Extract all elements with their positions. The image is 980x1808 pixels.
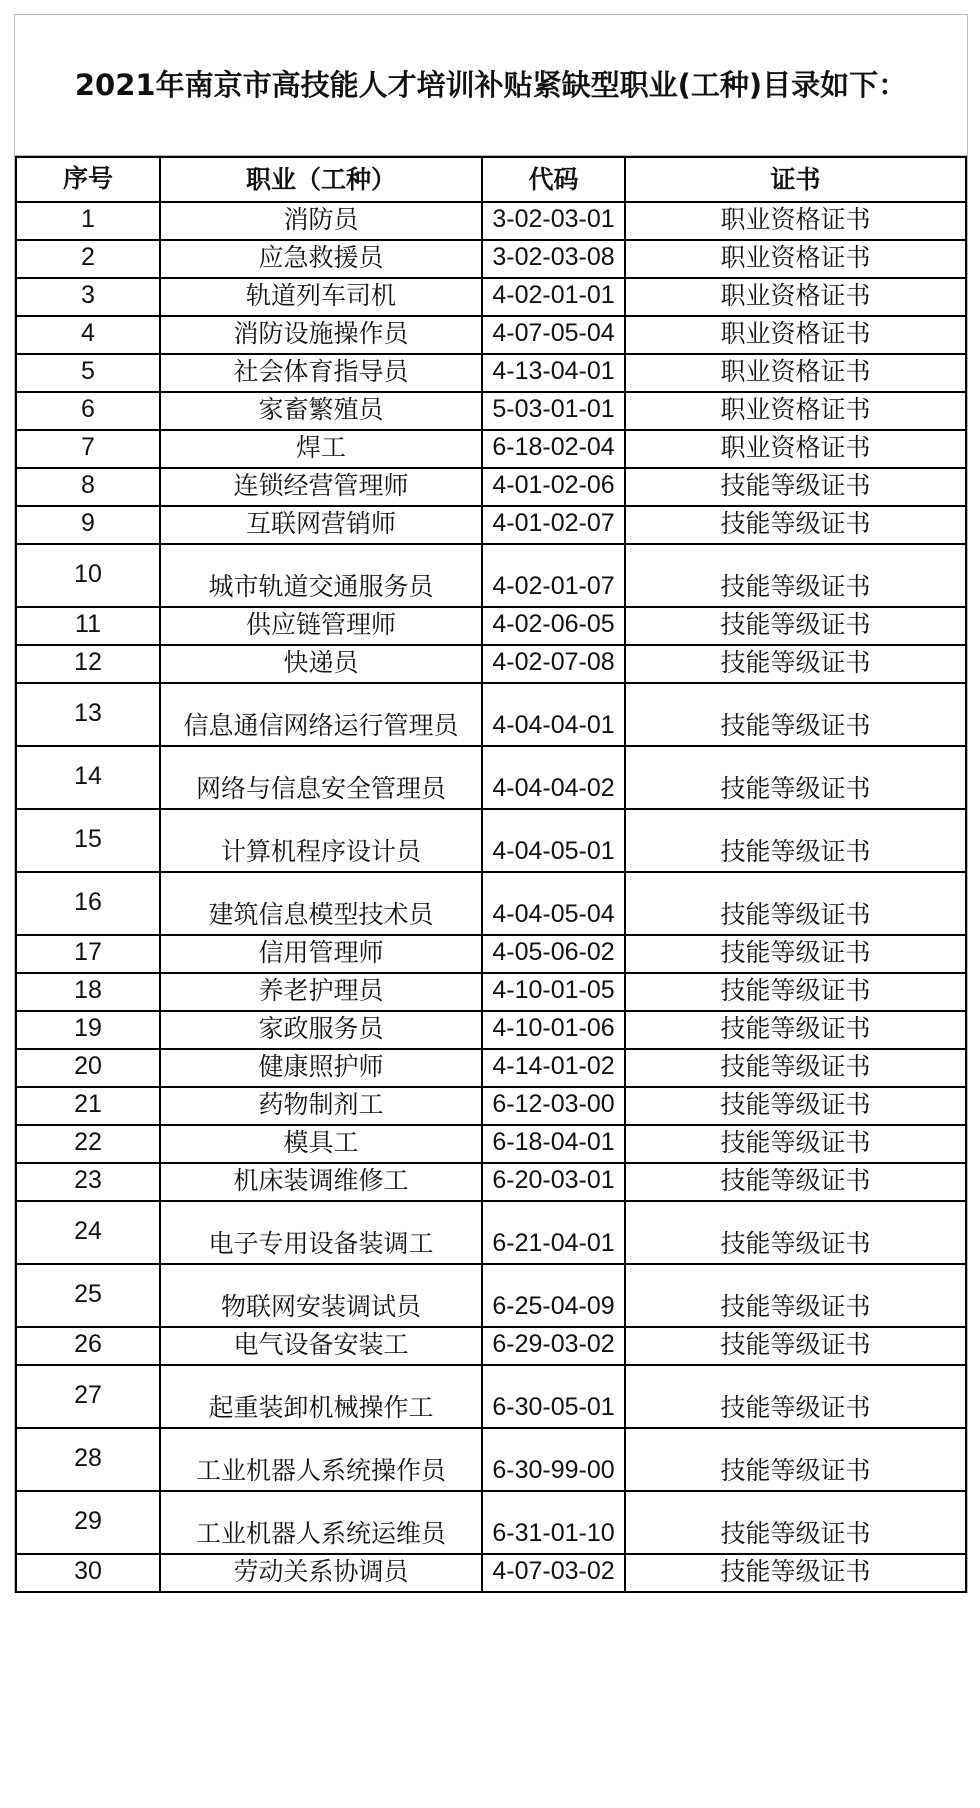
row-number: 21 <box>17 1088 161 1124</box>
row-code: 4-04-04-01 <box>483 684 626 745</box>
row-occupation: 物联网安装调试员 <box>161 1265 483 1326</box>
row-occupation: 消防设施操作员 <box>161 317 483 353</box>
row-occupation: 健康照护师 <box>161 1050 483 1086</box>
row-occupation: 互联网营销师 <box>161 507 483 543</box>
table-row <box>17 507 967 545</box>
table-row <box>17 974 967 1012</box>
row-certificate: 职业资格证书 <box>626 431 967 467</box>
table-row <box>17 393 967 431</box>
table-row <box>17 1555 967 1593</box>
row-number: 10 <box>17 545 161 606</box>
row-occupation: 家政服务员 <box>161 1012 483 1048</box>
row-code: 6-29-03-02 <box>483 1328 626 1364</box>
table-row <box>17 1265 967 1328</box>
table-row <box>17 545 967 608</box>
row-occupation: 城市轨道交通服务员 <box>161 545 483 606</box>
table-row <box>17 203 967 241</box>
row-occupation: 养老护理员 <box>161 974 483 1010</box>
table-row <box>17 241 967 279</box>
row-number: 30 <box>17 1555 161 1591</box>
row-occupation: 供应链管理师 <box>161 608 483 644</box>
row-code: 4-01-02-06 <box>483 469 626 505</box>
row-certificate: 技能等级证书 <box>626 684 967 745</box>
row-code: 4-07-03-02 <box>483 1555 626 1591</box>
row-occupation: 电子专用设备装调工 <box>161 1202 483 1263</box>
table-row <box>17 873 967 936</box>
row-occupation: 工业机器人系统运维员 <box>161 1492 483 1553</box>
row-code: 4-10-01-06 <box>483 1012 626 1048</box>
row-code: 4-04-05-01 <box>483 810 626 871</box>
row-certificate: 职业资格证书 <box>626 203 967 239</box>
row-number: 29 <box>17 1492 161 1553</box>
row-certificate: 技能等级证书 <box>626 936 967 972</box>
row-number: 28 <box>17 1429 161 1490</box>
row-number: 5 <box>17 355 161 391</box>
row-certificate: 技能等级证书 <box>626 469 967 505</box>
row-number: 20 <box>17 1050 161 1086</box>
row-code: 6-12-03-00 <box>483 1088 626 1124</box>
row-certificate: 技能等级证书 <box>626 1012 967 1048</box>
row-occupation: 连锁经营管理师 <box>161 469 483 505</box>
row-number: 15 <box>17 810 161 871</box>
row-number: 18 <box>17 974 161 1010</box>
row-code: 6-21-04-01 <box>483 1202 626 1263</box>
row-number: 22 <box>17 1126 161 1162</box>
row-occupation: 机床装调维修工 <box>161 1164 483 1200</box>
table-row <box>17 1012 967 1050</box>
row-occupation: 模具工 <box>161 1126 483 1162</box>
occupation-table <box>15 156 967 1593</box>
row-code: 4-14-01-02 <box>483 1050 626 1086</box>
row-certificate: 技能等级证书 <box>626 810 967 871</box>
table-row <box>17 646 967 684</box>
table-row <box>17 608 967 646</box>
row-certificate: 技能等级证书 <box>626 507 967 543</box>
row-number: 26 <box>17 1328 161 1364</box>
row-occupation: 快递员 <box>161 646 483 682</box>
row-certificate: 技能等级证书 <box>626 1555 967 1591</box>
row-number: 14 <box>17 747 161 808</box>
spreadsheet <box>14 14 968 1593</box>
row-number: 7 <box>17 431 161 467</box>
table-row <box>17 1050 967 1088</box>
row-certificate: 技能等级证书 <box>626 1126 967 1162</box>
table-row <box>17 355 967 393</box>
header-number: 序号 <box>17 158 161 201</box>
row-number: 1 <box>17 203 161 239</box>
row-certificate: 技能等级证书 <box>626 1328 967 1364</box>
row-occupation: 焊工 <box>161 431 483 467</box>
row-number: 3 <box>17 279 161 315</box>
row-code: 6-18-04-01 <box>483 1126 626 1162</box>
row-certificate: 职业资格证书 <box>626 317 967 353</box>
row-certificate: 职业资格证书 <box>626 393 967 429</box>
row-code: 3-02-03-08 <box>483 241 626 277</box>
table-row <box>17 747 967 810</box>
row-certificate: 职业资格证书 <box>626 355 967 391</box>
table-row <box>17 317 967 355</box>
row-number: 4 <box>17 317 161 353</box>
row-code: 4-02-01-01 <box>483 279 626 315</box>
row-certificate: 职业资格证书 <box>626 241 967 277</box>
row-occupation: 网络与信息安全管理员 <box>161 747 483 808</box>
row-certificate: 技能等级证书 <box>626 1202 967 1263</box>
row-code: 6-30-99-00 <box>483 1429 626 1490</box>
row-code: 4-02-01-07 <box>483 545 626 606</box>
header-code: 代码 <box>483 158 626 201</box>
row-occupation: 信用管理师 <box>161 936 483 972</box>
row-number: 8 <box>17 469 161 505</box>
row-code: 6-25-04-09 <box>483 1265 626 1326</box>
table-body <box>17 203 967 1593</box>
page-title: 2021年南京市高技能人才培训补贴紧缺型职业(工种)目录如下： <box>15 15 967 156</box>
row-certificate: 技能等级证书 <box>626 1492 967 1553</box>
table-row <box>17 1429 967 1492</box>
table-header <box>17 158 967 203</box>
table-row <box>17 1492 967 1555</box>
row-code: 6-20-03-01 <box>483 1164 626 1200</box>
row-number: 23 <box>17 1164 161 1200</box>
table-row <box>17 279 967 317</box>
row-occupation: 建筑信息模型技术员 <box>161 873 483 934</box>
row-certificate: 技能等级证书 <box>626 747 967 808</box>
header-certificate: 证书 <box>626 158 967 201</box>
table-row <box>17 936 967 974</box>
row-code: 4-07-05-04 <box>483 317 626 353</box>
row-code: 4-01-02-07 <box>483 507 626 543</box>
row-code: 4-05-06-02 <box>483 936 626 972</box>
row-code: 4-04-05-04 <box>483 873 626 934</box>
row-certificate: 技能等级证书 <box>626 646 967 682</box>
row-code: 4-10-01-05 <box>483 974 626 1010</box>
row-code: 6-30-05-01 <box>483 1366 626 1427</box>
row-number: 16 <box>17 873 161 934</box>
row-occupation: 药物制剂工 <box>161 1088 483 1124</box>
table-row <box>17 1202 967 1265</box>
row-occupation: 计算机程序设计员 <box>161 810 483 871</box>
row-certificate: 技能等级证书 <box>626 1088 967 1124</box>
row-number: 6 <box>17 393 161 429</box>
row-code: 3-02-03-01 <box>483 203 626 239</box>
row-number: 19 <box>17 1012 161 1048</box>
row-number: 24 <box>17 1202 161 1263</box>
row-occupation: 家畜繁殖员 <box>161 393 483 429</box>
row-certificate: 技能等级证书 <box>626 974 967 1010</box>
row-certificate: 技能等级证书 <box>626 873 967 934</box>
row-number: 12 <box>17 646 161 682</box>
row-code: 6-18-02-04 <box>483 431 626 467</box>
row-occupation: 消防员 <box>161 203 483 239</box>
row-number: 2 <box>17 241 161 277</box>
row-occupation: 工业机器人系统操作员 <box>161 1429 483 1490</box>
row-code: 6-31-01-10 <box>483 1492 626 1553</box>
row-certificate: 技能等级证书 <box>626 608 967 644</box>
row-number: 25 <box>17 1265 161 1326</box>
table-row <box>17 431 967 469</box>
row-number: 11 <box>17 608 161 644</box>
row-code: 4-02-06-05 <box>483 608 626 644</box>
row-certificate: 职业资格证书 <box>626 279 967 315</box>
table-row <box>17 1366 967 1429</box>
table-row <box>17 810 967 873</box>
row-certificate: 技能等级证书 <box>626 1164 967 1200</box>
row-occupation: 轨道列车司机 <box>161 279 483 315</box>
table-row <box>17 1328 967 1366</box>
row-number: 13 <box>17 684 161 745</box>
row-number: 27 <box>17 1366 161 1427</box>
row-occupation: 信息通信网络运行管理员 <box>161 684 483 745</box>
table-row <box>17 684 967 747</box>
row-code: 4-13-04-01 <box>483 355 626 391</box>
row-occupation: 应急救援员 <box>161 241 483 277</box>
row-occupation: 起重装卸机械操作工 <box>161 1366 483 1427</box>
row-certificate: 技能等级证书 <box>626 545 967 606</box>
row-number: 9 <box>17 507 161 543</box>
row-occupation: 劳动关系协调员 <box>161 1555 483 1591</box>
row-occupation: 社会体育指导员 <box>161 355 483 391</box>
row-certificate: 技能等级证书 <box>626 1265 967 1326</box>
header-occupation: 职业（工种） <box>161 158 483 201</box>
row-number: 17 <box>17 936 161 972</box>
row-code: 4-02-07-08 <box>483 646 626 682</box>
table-row <box>17 469 967 507</box>
row-occupation: 电气设备安装工 <box>161 1328 483 1364</box>
row-certificate: 技能等级证书 <box>626 1050 967 1086</box>
row-certificate: 技能等级证书 <box>626 1366 967 1427</box>
row-code: 4-04-04-02 <box>483 747 626 808</box>
table-row <box>17 1088 967 1126</box>
row-code: 5-03-01-01 <box>483 393 626 429</box>
table-row <box>17 1126 967 1164</box>
table-row <box>17 1164 967 1202</box>
row-certificate: 技能等级证书 <box>626 1429 967 1490</box>
